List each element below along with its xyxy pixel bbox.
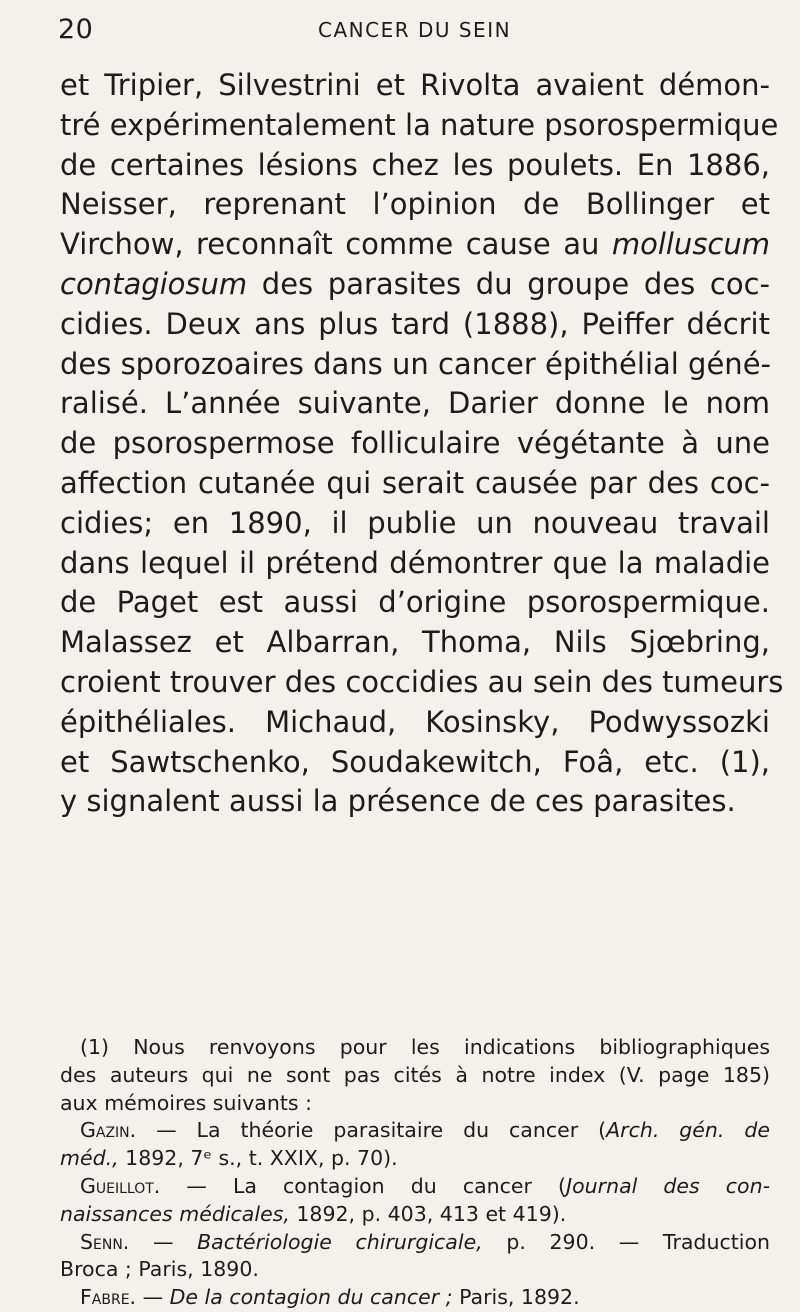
footnote-line: Broca ; Paris, 1890. [60, 1257, 259, 1282]
text-line: épithéliales. Michaud, Kosinsky, Podwyssozki [60, 704, 770, 739]
footnote-line: (1) Nous renvoyons pour les indications bibliographiques [80, 1035, 770, 1059]
author-name: Gazin. [80, 1118, 137, 1143]
text-line: dans lequel il prétend démontrer que la maladie [60, 545, 770, 580]
italic-title: Arch. gén. de [606, 1118, 770, 1143]
text-line: cidies. Deux ans plus tard (1888), Peiffer décrit [60, 306, 770, 341]
running-title: CANCER DU SEIN [318, 18, 512, 42]
footnote-line [60, 1173, 770, 1201]
footnote-line [60, 1284, 770, 1312]
text-segment: Virchow, reconnaît comme cause au [60, 227, 612, 262]
text-line: des sporozoaires dans un cancer épithélial géné- [60, 346, 771, 381]
page-number: 20 [58, 14, 94, 45]
main-text [60, 66, 784, 822]
footnote-line [60, 1201, 770, 1229]
text-segment: Paris, 1892. [452, 1285, 580, 1310]
footnote-line: aux mémoires suivants : [60, 1090, 312, 1115]
text-line: et Tripier, Silvestrini et Rivolta avaient démon- [60, 68, 770, 102]
author-name: Gueillot. [80, 1173, 161, 1198]
footnote-line [60, 1229, 770, 1257]
text-segment: — La théorie parasitaire du cancer ( [136, 1118, 607, 1143]
italic-title: Bactériologie chirurgicale, [197, 1229, 483, 1254]
text-line: croient trouver des coccidies au sein des tumeurs [60, 664, 784, 699]
text-segment: des parasites du groupe des coc- [247, 266, 770, 301]
text-line: Neisser, reprenant l’opinion de Bollinger et [60, 187, 770, 222]
text-line [60, 225, 770, 265]
italic-title: méd., [60, 1146, 119, 1171]
footnote-line [60, 1145, 770, 1173]
italic-title: naissances médicales, [60, 1201, 290, 1226]
text-line [60, 265, 770, 305]
text-segment: — La contagion du cancer ( [160, 1173, 567, 1198]
text-segment: p. 290. — Traduction [482, 1229, 770, 1254]
italic-title: De la contagion du cancer ; [169, 1285, 453, 1310]
author-name: Senn. [80, 1229, 130, 1254]
text-segment: — [136, 1285, 170, 1310]
text-line: de psorospermose folliculaire végétante à une [60, 426, 770, 461]
footnote-line: des auteurs qui ne sont pas cités à notre index (V. page 185) [60, 1062, 770, 1087]
text-line: de Paget est aussi d’origine psorospermique. [60, 585, 770, 620]
text-line: affection cutanée qui serait causée par des coc- [60, 465, 770, 500]
footnote-line [60, 1117, 770, 1145]
text-line: tré expérimentalement la nature psorospermique [60, 107, 779, 142]
italic-title: contagiosum [60, 266, 248, 301]
text-line: y signalent aussi la présence de ces parasites. [60, 784, 736, 819]
page-header [58, 12, 752, 48]
text-line: de certaines lésions chez les poulets. En 1886, [60, 147, 770, 182]
footnotes [60, 1034, 770, 1312]
text-line: Malassez et Albarran, Thoma, Nils Sjœbring, [60, 625, 770, 660]
text-line: ralisé. L’année suivante, Darier donne le nom [60, 386, 770, 421]
italic-title: molluscum [611, 227, 770, 262]
author-name: Fabre. [80, 1285, 137, 1310]
text-segment: — [129, 1229, 198, 1254]
text-line: et Sawtschenko, Soudakewitch, Foâ, etc. (1), [60, 744, 770, 779]
text-segment: 1892, p. 403, 413 et 419). [289, 1201, 567, 1226]
text-segment: 1892, 7ᵉ s., t. XXIX, p. 70). [118, 1146, 398, 1171]
text-line: cidies; en 1890, il publie un nouveau travail [60, 505, 770, 540]
italic-title: Journal des con- [566, 1173, 770, 1198]
